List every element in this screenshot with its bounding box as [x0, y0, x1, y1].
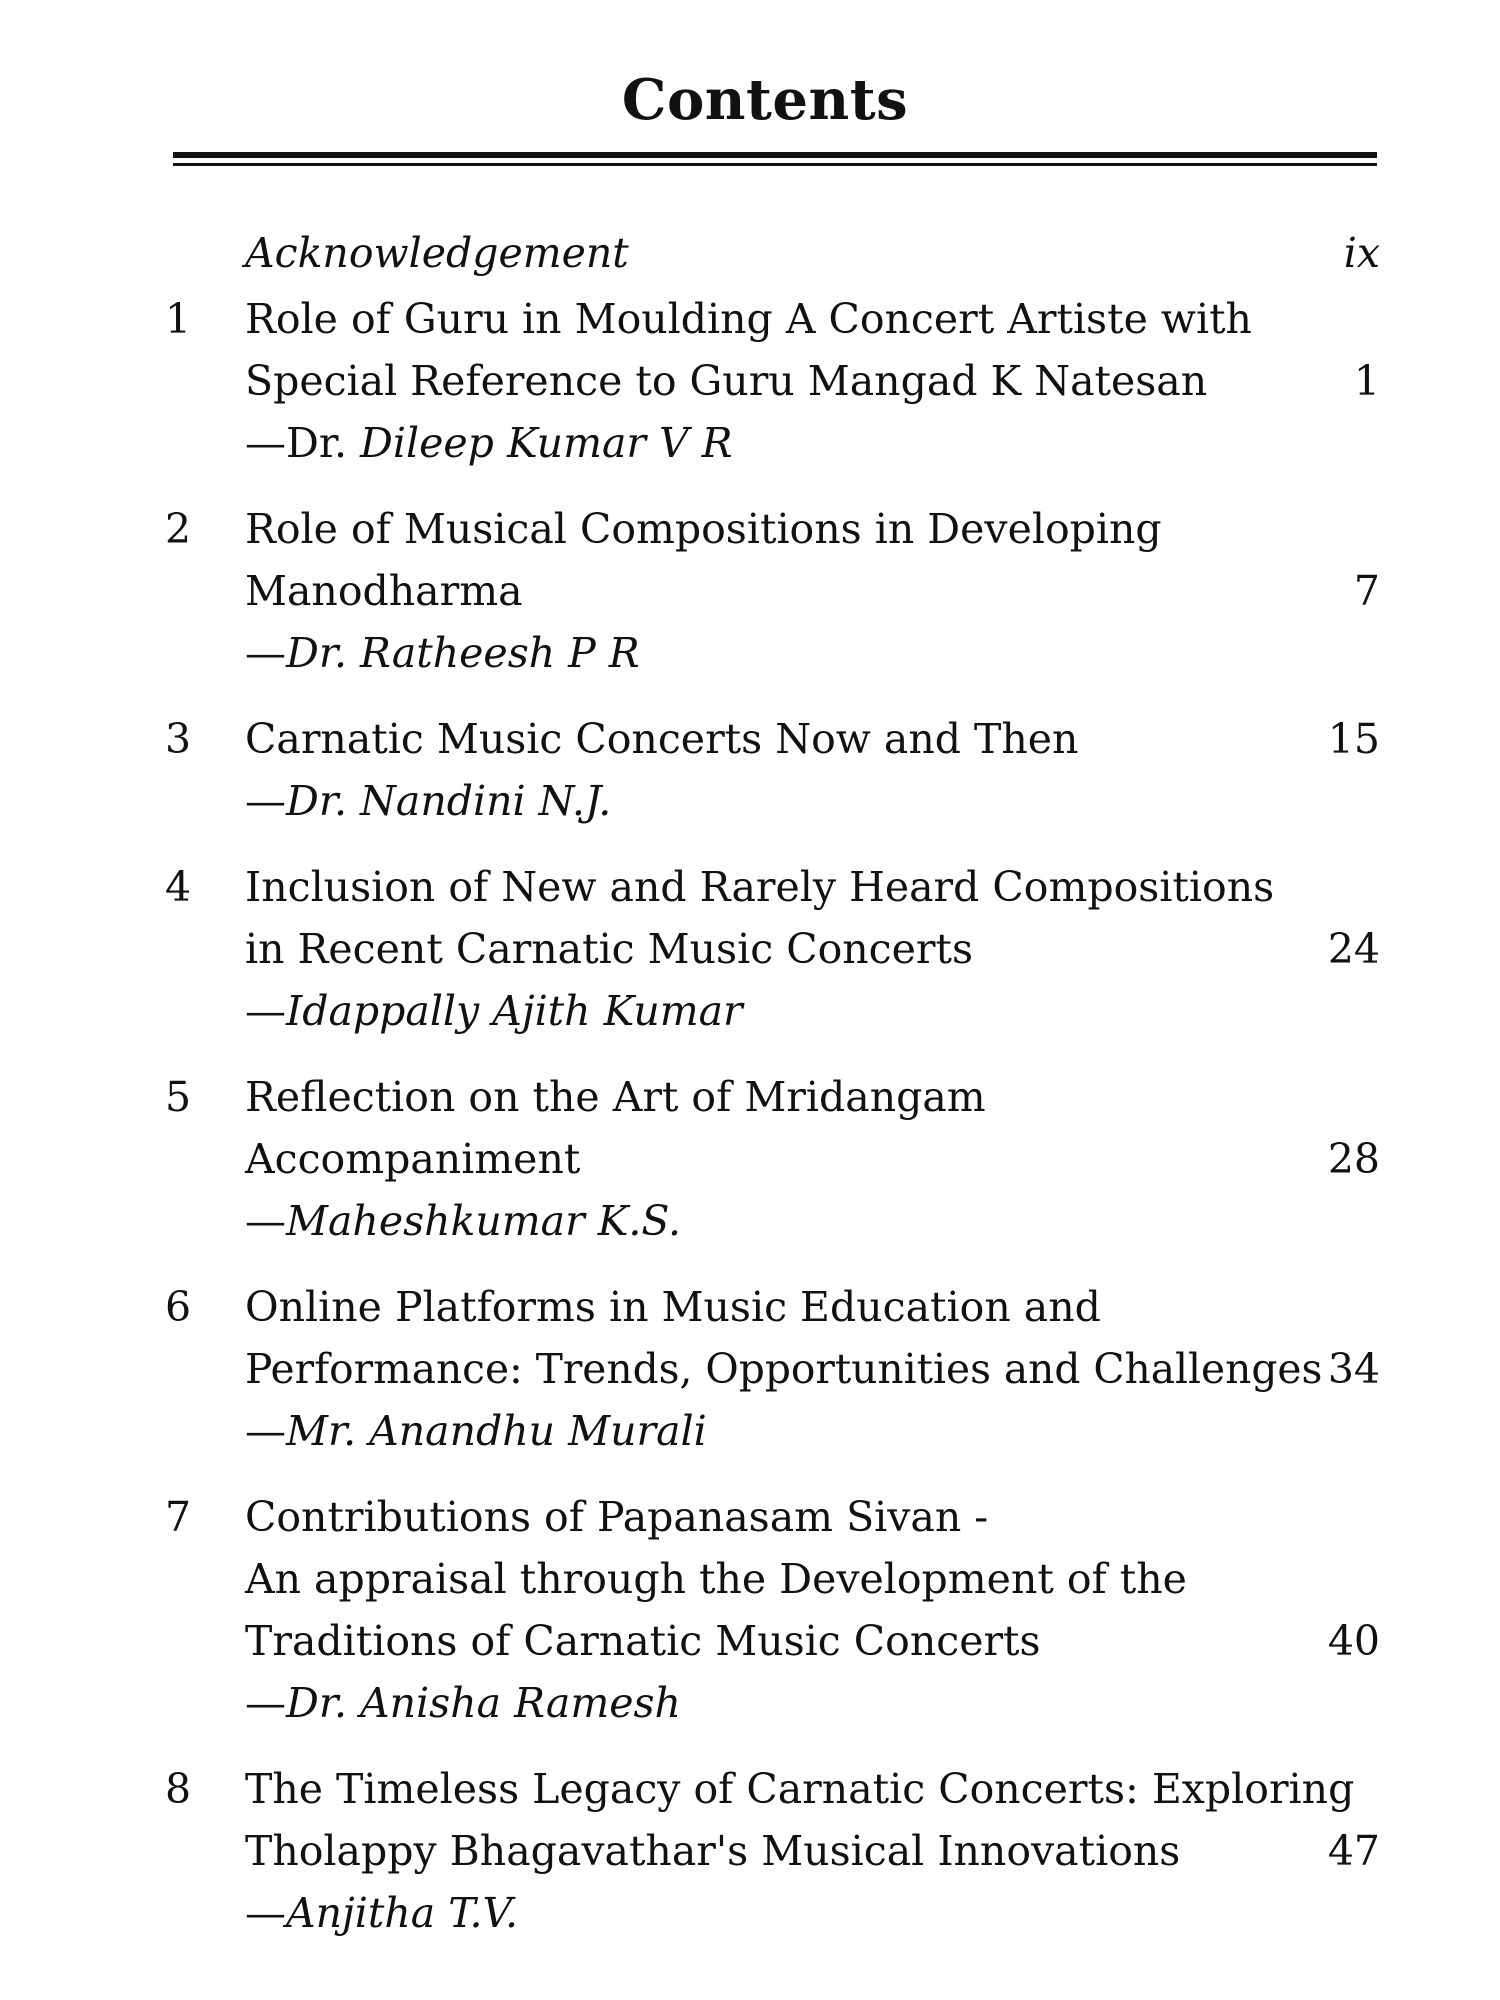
toc-entry-number: 2	[165, 505, 192, 553]
toc-entry-number: 4	[165, 863, 192, 911]
toc-line	[0, 1610, 1500, 1672]
author-name: Dr. Ratheesh P R	[286, 629, 640, 677]
author-prefix: —	[245, 777, 286, 825]
author-name: Dr. Nandini N.J.	[286, 777, 612, 825]
toc-entry-number: 6	[165, 1283, 192, 1331]
toc-entry-title-line: Tholappy Bhagavathar's Musical Innovations	[245, 1827, 1181, 1875]
toc-entry-page: 7	[1353, 567, 1380, 615]
toc-entry-author	[245, 980, 743, 1042]
toc-entry-title-line: Carnatic Music Concerts Now and Then	[245, 715, 1079, 763]
toc-author-line	[0, 622, 1500, 684]
toc-entry-title-line: Online Platforms in Music Education and	[245, 1283, 1101, 1331]
toc-line	[0, 288, 1500, 350]
toc-entry-number: 7	[165, 1493, 192, 1541]
toc-line	[0, 1758, 1500, 1820]
toc-entry-title-line: Traditions of Carnatic Music Concerts	[245, 1617, 1041, 1665]
toc-entry-number: 3	[165, 715, 192, 763]
toc-entry-title-line: Manodharma	[245, 567, 523, 615]
toc-line	[0, 350, 1500, 412]
toc-entry-page: 24	[1327, 925, 1380, 973]
toc-entry-author	[245, 412, 733, 474]
author-prefix: —	[245, 1407, 286, 1455]
toc-entry-title-line: Accompaniment	[245, 1135, 581, 1183]
toc-line	[0, 1066, 1500, 1128]
toc-line	[0, 498, 1500, 560]
toc-entry-title: Acknowledgement	[245, 229, 629, 277]
toc-author-line	[0, 412, 1500, 474]
toc-author-line	[0, 1190, 1500, 1252]
toc-line	[0, 1338, 1500, 1400]
toc-entry-number: 5	[165, 1073, 192, 1121]
author-prefix: —	[245, 1197, 286, 1245]
table-of-contents	[0, 222, 1500, 1968]
toc-entry[interactable]	[0, 708, 1500, 832]
page-title: Contents	[621, 67, 909, 133]
toc-line	[0, 1128, 1500, 1190]
author-prefix: —Dr.	[245, 419, 361, 467]
toc-line	[0, 1548, 1500, 1610]
toc-entry-number: 1	[165, 295, 192, 343]
toc-line	[0, 918, 1500, 980]
author-prefix: —	[245, 987, 286, 1035]
toc-author-line	[0, 1672, 1500, 1734]
toc-entry-acknowledgement[interactable]	[0, 222, 1500, 284]
toc-entry-title-line: Performance: Trends, Opportunities and Challenges	[245, 1345, 1323, 1393]
toc-line	[0, 560, 1500, 622]
toc-entry-title-line: in Recent Carnatic Music Concerts	[245, 925, 974, 973]
toc-author-line	[0, 980, 1500, 1042]
author-name: Idappally Ajith Kumar	[286, 987, 743, 1035]
toc-entry[interactable]	[0, 498, 1500, 684]
author-prefix: —	[245, 1889, 286, 1937]
author-prefix: —	[245, 1679, 286, 1727]
toc-entry-author	[245, 622, 640, 684]
toc-entry-page: 28	[1327, 1135, 1380, 1183]
toc-entry-page: ix	[1343, 229, 1380, 277]
author-name: Anjitha T.V.	[286, 1889, 519, 1937]
toc-entry[interactable]	[0, 1066, 1500, 1252]
title-rule-thin	[173, 163, 1377, 166]
toc-line	[0, 1276, 1500, 1338]
toc-entry-author	[245, 1672, 681, 1734]
title-rule-thick	[173, 152, 1377, 158]
toc-entry[interactable]	[0, 1276, 1500, 1462]
toc-entry-number: 8	[165, 1765, 192, 1813]
author-name: Mr. Anandhu Murali	[286, 1407, 707, 1455]
toc-line	[0, 1486, 1500, 1548]
toc-entry-author	[245, 1190, 681, 1252]
toc-entry-title-line: An appraisal through the Development of the	[245, 1555, 1187, 1603]
toc-entry-author	[245, 1882, 518, 1944]
author-name: Dr. Anisha Ramesh	[286, 1679, 681, 1727]
toc-line	[0, 708, 1500, 770]
toc-author-line	[0, 770, 1500, 832]
toc-entry-title-line: Special Reference to Guru Mangad K Natesan	[245, 357, 1208, 405]
toc-entry-title-line: Role of Musical Compositions in Developing	[245, 505, 1162, 553]
author-name: Dileep Kumar V R	[360, 419, 733, 467]
toc-entry[interactable]	[0, 856, 1500, 1042]
author-prefix: —	[245, 629, 286, 677]
toc-entry-title-line: Role of Guru in Moulding A Concert Artiste with	[245, 295, 1252, 343]
toc-line	[0, 222, 1500, 284]
toc-entry[interactable]	[0, 1758, 1500, 1944]
toc-entry-page: 40	[1327, 1617, 1380, 1665]
toc-line	[0, 1820, 1500, 1882]
toc-entry-title-line: Inclusion of New and Rarely Heard Compositions	[245, 863, 1275, 911]
toc-entry-author	[245, 1400, 707, 1462]
toc-entry-page: 15	[1327, 715, 1380, 763]
toc-entry[interactable]	[0, 288, 1500, 474]
toc-entry-title-line: The Timeless Legacy of Carnatic Concerts: Exploring	[245, 1765, 1355, 1813]
toc-entry-title-line: Contributions of Papanasam Sivan -	[245, 1493, 989, 1541]
toc-entry[interactable]	[0, 1486, 1500, 1734]
toc-entry-page: 34	[1327, 1345, 1380, 1393]
author-name: Maheshkumar K.S.	[286, 1197, 682, 1245]
toc-entry-author	[245, 770, 611, 832]
toc-line	[0, 856, 1500, 918]
toc-entry-page: 47	[1327, 1827, 1380, 1875]
toc-entry-title-line: Reflection on the Art of Mridangam	[245, 1073, 986, 1121]
toc-entry-page: 1	[1353, 357, 1380, 405]
toc-author-line	[0, 1400, 1500, 1462]
toc-author-line	[0, 1882, 1500, 1944]
